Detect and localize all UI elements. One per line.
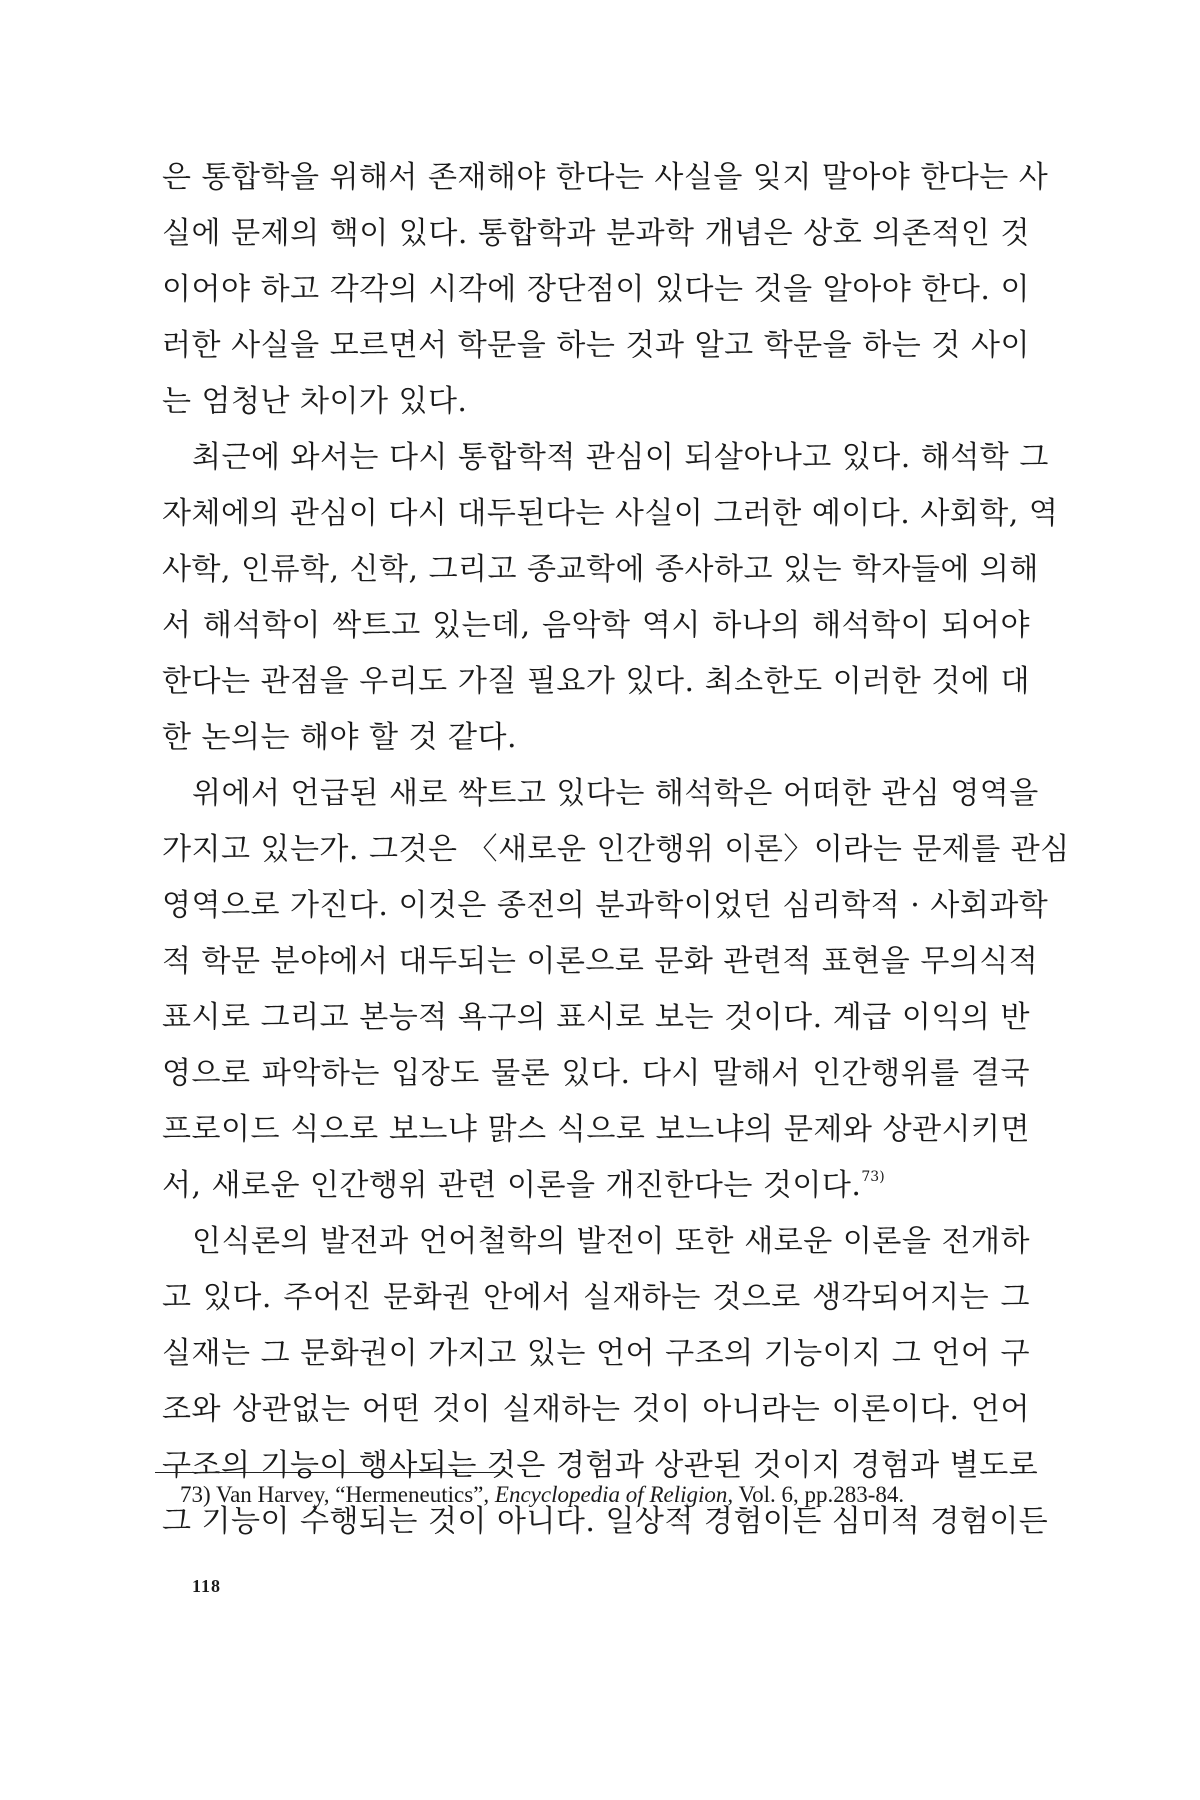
text-line: 실에 문제의 핵이 있다. 통합학과 분과학 개념은 상호 의존적인 것 bbox=[162, 216, 1030, 251]
text-line: 는 엄청난 차이가 있다. bbox=[162, 384, 468, 419]
text-line: 그 기능이 수행되는 것이 아니다. 일상적 경험이든 심미적 경험이든 bbox=[162, 1504, 1049, 1539]
text-line: 인식론의 발전과 언어철학의 발전이 또한 새로운 이론을 전개하 bbox=[192, 1224, 1030, 1259]
text-line-content: 서, 새로운 인간행위 관련 이론을 개진한다는 것이다. bbox=[162, 1168, 862, 1203]
text-line: 영으로 파악하는 입장도 물론 있다. 다시 말해서 인간행위를 결국 bbox=[162, 1056, 1030, 1091]
text-line: 조와 상관없는 어떤 것이 실재하는 것이 아니라는 이론이다. 언어 bbox=[162, 1392, 1030, 1427]
text-line: 프로이드 식으로 보느냐 맑스 식으로 보느냐의 문제와 상관시키면 bbox=[162, 1112, 1030, 1147]
page-number: 118 bbox=[192, 1576, 222, 1596]
text-line: 표시로 그리고 본능적 욕구의 표시로 보는 것이다. 계급 이익의 반 bbox=[162, 1000, 1030, 1035]
footnote bbox=[180, 1480, 1040, 1510]
text-line: 한다는 관점을 우리도 가질 필요가 있다. 최소한도 이러한 것에 대 bbox=[162, 664, 1030, 699]
body-text bbox=[162, 150, 1070, 1550]
footnote-source: Encyclopedia of Religion, bbox=[494, 1482, 734, 1507]
text-line: 사학, 인류학, 신학, 그리고 종교학에 종사하고 있는 학자들에 의해 bbox=[162, 552, 1039, 587]
text-line: 자체에의 관심이 다시 대두된다는 사실이 그러한 예이다. 사회학, 역 bbox=[162, 496, 1059, 531]
text-line: 영역으로 가진다. 이것은 종전의 분과학이었던 심리학적 · 사회과학 bbox=[162, 888, 1049, 923]
text-line: 실재는 그 문화권이 가지고 있는 언어 구조의 기능이지 그 언어 구 bbox=[162, 1336, 1030, 1371]
footnote-author: Van Harvey, bbox=[216, 1482, 330, 1507]
text-line: 최근에 와서는 다시 통합학적 관심이 되살아나고 있다. 해석학 그 bbox=[192, 440, 1049, 475]
text-line: 구조의 기능이 행사되는 것은 경험과 상관된 것이지 경험과 별도로 bbox=[162, 1448, 1039, 1483]
footnote-number: 73) bbox=[180, 1482, 211, 1507]
text-line: 은 통합학을 위해서 존재해야 한다는 사실을 잊지 말아야 한다는 사 bbox=[162, 160, 1049, 195]
footnote-title: “Hermeneutics”, bbox=[335, 1482, 490, 1507]
text-line: 이어야 하고 각각의 시각에 장단점이 있다는 것을 알아야 한다. 이 bbox=[162, 272, 1030, 307]
footnote-divider bbox=[155, 1472, 500, 1473]
footnote-reference[interactable]: 73) bbox=[861, 1169, 885, 1185]
text-line-with-footnote bbox=[162, 1158, 1030, 1214]
text-line: 위에서 언급된 새로 싹트고 있다는 해석학은 어떠한 관심 영역을 bbox=[192, 776, 1039, 811]
text-line: 적 학문 분야에서 대두되는 이론으로 문화 관련적 표현을 무의식적 bbox=[162, 944, 1039, 979]
text-line: 한 논의는 해야 할 것 같다. bbox=[162, 720, 518, 755]
text-line: 고 있다. 주어진 문화권 안에서 실재하는 것으로 생각되어지는 그 bbox=[162, 1280, 1030, 1315]
footnote-details: Vol. 6, pp.283-84. bbox=[738, 1482, 905, 1507]
text-line: 가지고 있는가. 그것은 〈새로운 인간행위 이론〉이라는 문제를 관심 bbox=[162, 832, 1070, 867]
text-line: 서 해석학이 싹트고 있는데, 음악학 역시 하나의 해석학이 되어야 bbox=[162, 608, 1030, 643]
text-line: 러한 사실을 모르면서 학문을 하는 것과 알고 학문을 하는 것 사이 bbox=[162, 328, 1030, 363]
